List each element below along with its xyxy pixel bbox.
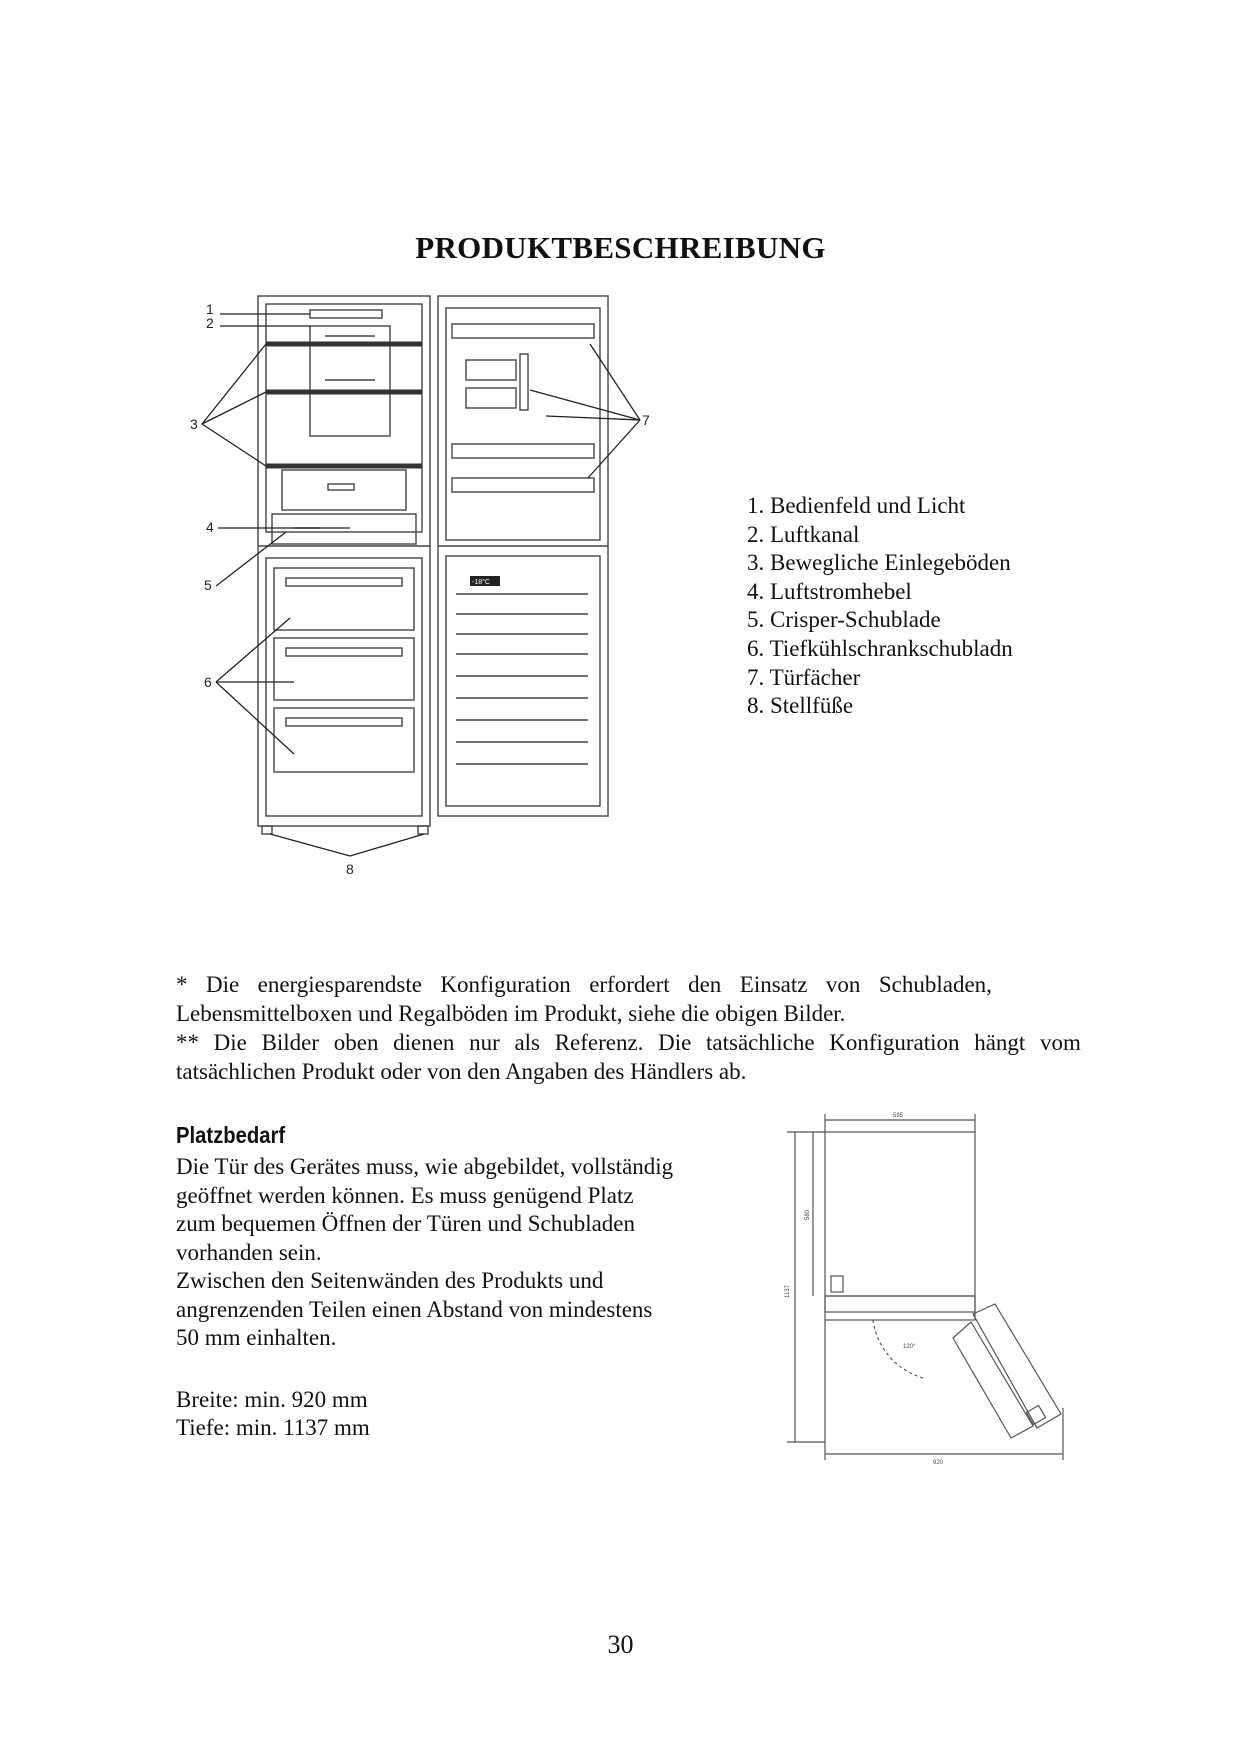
note-word: erfordert — [589, 972, 670, 997]
note-word: von — [825, 972, 861, 997]
note-word: energiesparendste — [257, 972, 422, 997]
space-line: 50 mm einhalten. — [176, 1325, 337, 1350]
space-line: Zwischen den Seitenwänden des Produkts und — [176, 1268, 604, 1293]
callout-1: 1 — [206, 301, 214, 317]
note-word: Konfiguration — [829, 1030, 960, 1055]
space-line: Die Tür des Gerätes muss, wie abgebildet, vollständig — [176, 1154, 674, 1179]
note-word: Einsatz — [739, 972, 808, 997]
fridge-diagram — [190, 288, 660, 938]
page-title: PRODUKTBESCHREIBUNG — [415, 230, 826, 265]
appliance-body — [825, 1132, 975, 1312]
space-line: angrenzenden Teilen einen Abstand von mindestens — [176, 1296, 653, 1322]
note-word: nur — [469, 1030, 500, 1055]
note-word: * — [176, 972, 188, 997]
cabinet-outline — [258, 296, 430, 826]
legend-item: 6. Tiefkühlschrankschubladn — [747, 635, 1013, 661]
display-label: -18°C — [472, 579, 490, 586]
dim-left-height: 1137 — [785, 1285, 791, 1298]
parts-legend — [747, 492, 1013, 721]
crisper-drawer-shape — [272, 514, 416, 544]
note1-line1 — [176, 970, 992, 999]
note-word: Schubladen, — [878, 972, 992, 997]
page-number: 30 — [607, 1630, 634, 1659]
space-heading: Platzbedarf — [176, 1122, 286, 1148]
space-line: vorhanden sein. — [176, 1239, 322, 1265]
legend-item: 8. Stellfüße — [747, 693, 854, 719]
dim-top-width: 595 — [893, 1113, 904, 1119]
note-word: den — [688, 972, 722, 997]
note2-line1 — [176, 1028, 1081, 1057]
legend-item: 3. Bewegliche Einlegeböden — [747, 550, 1011, 576]
dim-bottom-width: 920 — [933, 1460, 944, 1466]
note-word: oben — [333, 1030, 379, 1055]
note-word: Referenz. — [554, 1030, 644, 1055]
freezer-drawer-shape — [274, 568, 414, 630]
control-panel-shape — [310, 310, 382, 318]
callout-2: 2 — [206, 315, 214, 331]
dimensions-block — [176, 1386, 370, 1441]
legend-item: 5. Crisper-Schublade — [747, 607, 941, 633]
space-line: zum bequemen Öffnen der Türen und Schubladen — [176, 1211, 636, 1236]
note-word: dienen — [393, 1030, 455, 1055]
note-word: Bilder — [261, 1030, 320, 1055]
legend-item: 2. Luftkanal — [747, 521, 860, 547]
dim-angle: 120° — [903, 1344, 916, 1350]
note2-line2: tatsächlichen Produkt oder von den Angaben des Händlers ab. — [176, 1059, 747, 1084]
callout-7: 7 — [642, 412, 650, 428]
note-word: ** — [176, 1030, 199, 1055]
callout-3: 3 — [190, 416, 198, 432]
space-line: geöffnet werden können. Es muss genügend Platz — [176, 1182, 634, 1208]
legend-item: 4. Luftstromhebel — [747, 578, 912, 604]
clearance-diagram — [783, 1108, 1073, 1468]
legend-item: 1. Bedienfeld und Licht — [747, 493, 966, 518]
note-word: vom — [1040, 1030, 1081, 1055]
callout-4: 4 — [206, 519, 214, 535]
note-word: Die — [658, 1030, 692, 1055]
note-word: hängt — [974, 1030, 1026, 1055]
open-door — [973, 1304, 1061, 1428]
callout-8: 8 — [346, 861, 354, 877]
callout-6: 6 — [204, 674, 212, 690]
space-paragraph — [176, 1153, 673, 1353]
note-word: Die — [205, 972, 240, 997]
note-word: tatsächliche — [706, 1030, 815, 1055]
depth-requirement: Tiefe: min. 1137 mm — [176, 1414, 370, 1440]
callout-5: 5 — [204, 577, 212, 593]
note1-line2: Lebensmittelboxen und Regalböden im Produkt, siehe die obigen Bilder. — [176, 1001, 846, 1026]
legend-item: 7. Türfächer — [747, 664, 861, 690]
note-word: als — [514, 1030, 541, 1055]
dim-right-height: 580 — [805, 1209, 811, 1220]
width-requirement: Breite: min. 920 mm — [176, 1387, 368, 1412]
notes-block — [176, 970, 1081, 1086]
note-word: Konfiguration — [440, 972, 571, 997]
note-word: Die — [213, 1030, 247, 1055]
